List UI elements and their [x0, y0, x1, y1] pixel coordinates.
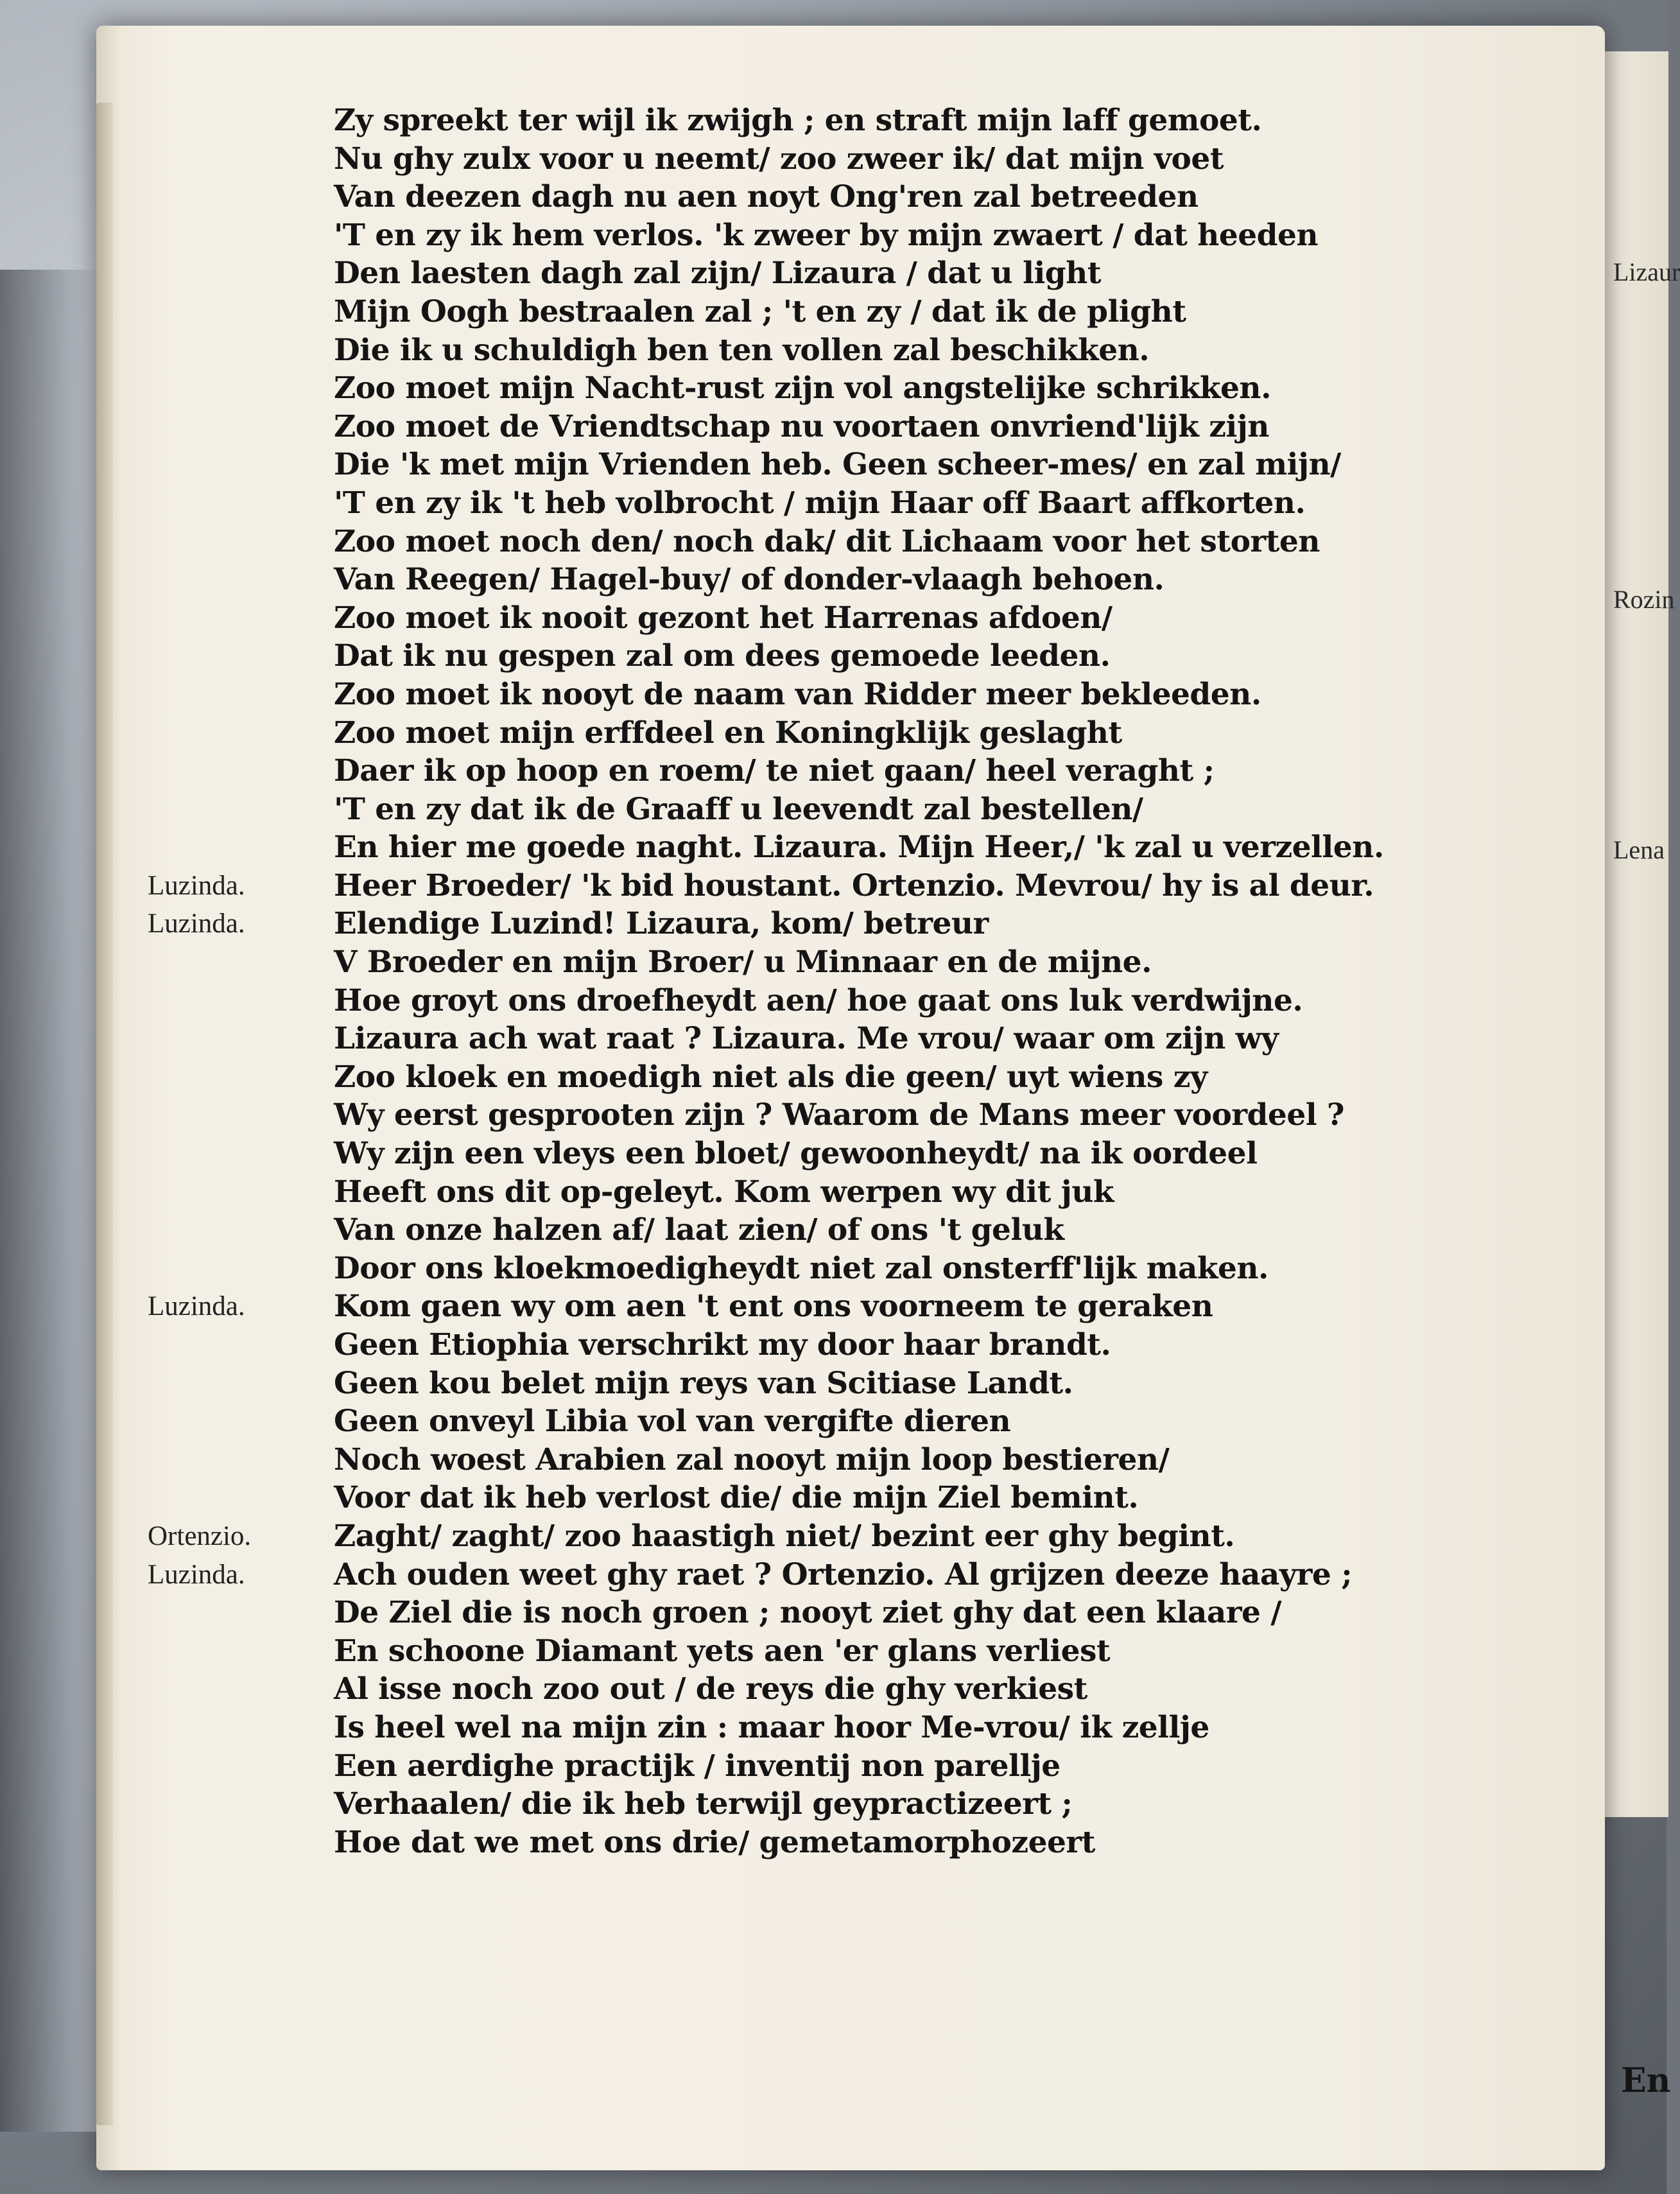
verse-line: [334, 1594, 1605, 1632]
verse-text: En hier me goede naght. Lizaura. Mijn Heer,/ 'k zal u verzellen.: [334, 830, 1384, 866]
verse-line: [334, 637, 1605, 675]
verse-text: En schoone Diamant yets aen 'er glans verliest: [334, 1633, 1111, 1669]
verse-line: [334, 1670, 1605, 1709]
speaker-label: Luzinda.: [148, 870, 245, 901]
verse-line: [334, 1441, 1605, 1479]
verse-text: Zoo moet mijn Nacht-rust zijn vol angstelijke schrikken.: [334, 370, 1271, 406]
verse-text: Hoe dat we met ons drie/ gemetamorphozeert: [334, 1824, 1095, 1860]
verse-text: Geen kou belet mijn reys van Scitiase Landt.: [334, 1365, 1073, 1401]
verse-line: [148, 867, 1605, 905]
verse-text: Wy zijn een vleys een bloet/ gewoonheydt/ na ik oordeel: [334, 1136, 1258, 1172]
verse-line: [334, 790, 1605, 829]
verse-text: 'T en zy ik hem verlos. 'k zweer by mijn zwaert / dat heeden: [334, 217, 1319, 253]
verse-text: Daer ik op hoop en roem/ te niet gaan/ heel veraght ;: [334, 753, 1215, 789]
verse-line: [334, 1096, 1605, 1135]
verse-line: [334, 1402, 1605, 1441]
verse-text: Verhaalen/ die ik heb terwijl geypractizeert ;: [334, 1786, 1073, 1822]
verse-line: [334, 1173, 1605, 1212]
verse-line: [334, 1249, 1605, 1288]
verse-text: Zoo moet ik nooit gezont het Harrenas afdoen/: [334, 600, 1113, 636]
verse-text: Zoo kloek en moedigh niet als die geen/ uyt wiens zy: [334, 1059, 1208, 1095]
verse-line: [148, 1287, 1605, 1326]
verse-text: 'T en zy dat ik de Graaff u leevendt zal bestellen/: [334, 791, 1143, 827]
verse-text: Ach ouden weet ghy raet ? Ortenzio. Al grijzen deeze haayre ;: [334, 1556, 1353, 1592]
verse-line: [334, 1747, 1605, 1786]
next-page-edge-label: Lizaur: [1613, 257, 1680, 286]
verse-line: [334, 1020, 1605, 1058]
verse-line: [334, 1211, 1605, 1249]
verse-text: Elendige Luzind! Lizaura, kom/ betreur: [334, 906, 989, 942]
verse-lines: [148, 101, 1605, 1861]
verse-line: [334, 293, 1605, 331]
verse-line: [334, 1326, 1605, 1364]
verse-line: [334, 943, 1605, 982]
verse-text: Al isse noch zoo out / de reys die ghy verkiest: [334, 1671, 1087, 1707]
verse-line: [148, 1556, 1605, 1594]
verse-line: [334, 982, 1605, 1020]
verse-line: [334, 714, 1605, 753]
verse-text: Heeft ons dit op-geleyt. Kom werpen wy dit juk: [334, 1174, 1114, 1210]
speaker-label: Luzinda.: [148, 909, 245, 939]
verse-text: Zy spreekt ter wijl ik zwijgh ; en straft mijn laff gemoet.: [334, 103, 1262, 138]
verse-text: Van Reegen/ Hagel-buy/ of donder-vlaagh behoen.: [334, 562, 1165, 598]
verse-line: [334, 1709, 1605, 1747]
verse-line: [334, 101, 1605, 140]
verse-text: Zoo moet noch den/ noch dak/ dit Lichaam voor het storten: [334, 523, 1320, 559]
verse-text: Geen onveyl Libia vol van vergifte dieren: [334, 1404, 1011, 1440]
verse-text: Zaght/ zaght/ zoo haastigh niet/ bezint eer ghy begint.: [334, 1518, 1235, 1554]
verse-line: [334, 369, 1605, 408]
verse-text: Van onze halzen af/ laat zien/ of ons 't geluk: [334, 1212, 1064, 1248]
verse-line: [334, 178, 1605, 216]
verse-text: Geen Etiophia verschrikt my door haar brandt.: [334, 1327, 1111, 1363]
verse-text: Een aerdighe practijk / inventij non parellje: [334, 1748, 1061, 1784]
verse-text: Die ik u schuldigh ben ten vollen zal beschikken.: [334, 332, 1150, 368]
speaker-label: Ortenzio.: [148, 1520, 252, 1551]
catchword: En: [1621, 2061, 1671, 2100]
verse-text: Heer Broeder/ 'k bid houstant. Ortenzio. Mevrou/ hy is al deur.: [334, 867, 1374, 903]
verse-text: 'T en zy ik 't heb volbrocht / mijn Haar off Baart affkorten.: [334, 485, 1306, 521]
verse-text: Lizaura ach wat raat ? Lizaura. Me vrou/ waar om zijn wy: [334, 1021, 1279, 1057]
verse-text: Zoo moet mijn erffdeel en Koningklijk geslaght: [334, 715, 1122, 751]
verse-text: Die 'k met mijn Vrienden heb. Geen scheer-mes/ en zal mijn/: [334, 447, 1341, 483]
verse-text: Zoo moet de Vriendtschap nu voortaen onvriend'lijk zijn: [334, 408, 1269, 444]
verse-text: Van deezen dagh nu aen noyt Ong'ren zal betreeden: [334, 179, 1199, 215]
verse-line: [334, 254, 1605, 293]
verse-text: Is heel wel na mijn zin : maar hoor Me-vrou/ ik zellje: [334, 1709, 1209, 1745]
verse-text: Voor dat ik heb verlost die/ die mijn Ziel bemint.: [334, 1480, 1139, 1516]
verse-text: Wy eerst gesprooten zijn ? Waarom de Mans meer voordeel ?: [334, 1097, 1344, 1133]
verse-text: Kom gaen wy om aen 't ent ons voorneem te geraken: [334, 1289, 1213, 1325]
verse-line: [334, 1479, 1605, 1517]
speaker-label: Luzinda.: [148, 1291, 245, 1322]
verse-line: [334, 1135, 1605, 1173]
verse-line: [334, 752, 1605, 790]
speaker-label: Luzinda.: [148, 1559, 245, 1590]
verse-line: [334, 675, 1605, 714]
verse-text: Dat ik nu gespen zal om dees gemoede leeden.: [334, 638, 1111, 674]
verse-line: [148, 905, 1605, 943]
verse-text: Mijn Oogh bestraalen zal ; 't en zy / dat ik de plight: [334, 293, 1186, 329]
verse-line: [334, 331, 1605, 370]
verse-line: [334, 1785, 1605, 1824]
verse-line: [334, 216, 1605, 255]
verse-line: [334, 1632, 1605, 1671]
verse-line: [334, 599, 1605, 638]
verse-text: Den laesten dagh zal zijn/ Lizaura / dat u light: [334, 256, 1102, 292]
verse-text: V Broeder en mijn Broer/ u Minnaar en de mijne.: [334, 945, 1152, 980]
verse-line: [148, 1517, 1605, 1556]
verse-line: [334, 1824, 1605, 1862]
verse-line: [334, 484, 1605, 523]
verse-line: [334, 446, 1605, 484]
verse-line: [334, 561, 1605, 599]
verse-text: Noch woest Arabien zal nooyt mijn loop bestieren/: [334, 1441, 1170, 1477]
verse-text: Nu ghy zulx voor u neemt/ zoo zweer ik/ dat mijn voet: [334, 141, 1224, 177]
verse-text: Hoe groyt ons droefheydt aen/ hoe gaat ons luk verdwijne.: [334, 982, 1303, 1018]
verse-text: Zoo moet ik nooyt de naam van Ridder meer bekleeden.: [334, 676, 1261, 712]
verse-line: [334, 1364, 1605, 1403]
next-page-edge-label: Lena: [1613, 835, 1665, 864]
verse-text: Door ons kloekmoedigheydt niet zal onsterff'lijk maken.: [334, 1250, 1269, 1286]
verse-line: [334, 140, 1605, 178]
verse-line: [334, 828, 1605, 867]
verse-line: [334, 1058, 1605, 1097]
verse-line: [334, 408, 1605, 446]
verse-line: [334, 523, 1605, 561]
next-page-edge-label: Rozin: [1613, 585, 1675, 614]
verse-text: De Ziel die is noch groen ; nooyt ziet ghy dat een klaare /: [334, 1595, 1281, 1631]
